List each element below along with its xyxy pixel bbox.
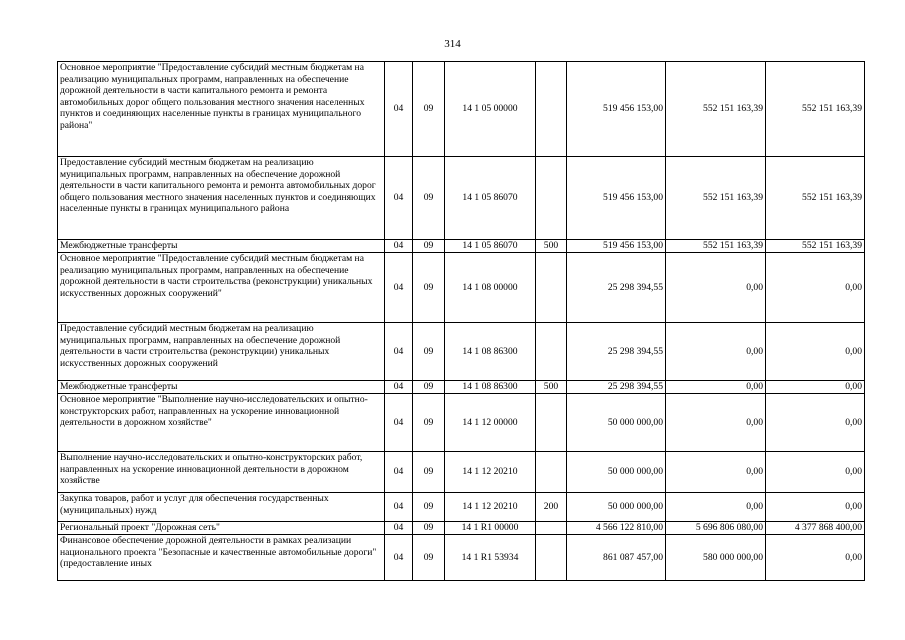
row-rz: 04 bbox=[385, 394, 413, 452]
row-vr: 500 bbox=[536, 240, 567, 253]
row-value-1: 4 566 122 810,00 bbox=[567, 522, 666, 535]
row-vr bbox=[536, 323, 567, 381]
row-value-1: 25 298 394,55 bbox=[567, 381, 666, 394]
row-vr bbox=[536, 253, 567, 323]
row-pr: 09 bbox=[413, 452, 445, 493]
row-name: Основное мероприятие "Предоставление субсидий местным бюджетам на реализацию муниципальных программ, направленных на обеспечение дорожной деятельности в части строительства (реконструкции) уникальных искусственных дорожных сооружений" bbox=[58, 253, 385, 323]
row-vr bbox=[536, 535, 567, 581]
row-csr: 14 1 08 86300 bbox=[445, 323, 536, 381]
row-rz: 04 bbox=[385, 535, 413, 581]
table-row bbox=[58, 394, 865, 452]
row-value-2: 0,00 bbox=[666, 381, 766, 394]
row-value-3: 552 151 163,39 bbox=[766, 157, 865, 240]
row-value-2: 0,00 bbox=[666, 493, 766, 522]
page-number: 314 bbox=[444, 38, 461, 50]
row-csr: 14 1 12 20210 bbox=[445, 493, 536, 522]
row-value-3: 0,00 bbox=[766, 323, 865, 381]
row-rz: 04 bbox=[385, 381, 413, 394]
row-pr: 09 bbox=[413, 535, 445, 581]
row-name: Финансовое обеспечение дорожной деятельности в рамках реализации национального проекта "Безопасные и качественные автомобильные дороги" (предоставление иных bbox=[58, 535, 385, 581]
row-vr bbox=[536, 452, 567, 493]
row-value-3: 552 151 163,39 bbox=[766, 240, 865, 253]
row-value-1: 50 000 000,00 bbox=[567, 452, 666, 493]
row-name: Межбюджетные трансферты bbox=[58, 381, 385, 394]
row-csr: 14 1 12 20210 bbox=[445, 452, 536, 493]
row-rz: 04 bbox=[385, 493, 413, 522]
row-rz: 04 bbox=[385, 452, 413, 493]
row-value-3: 4 377 868 400,00 bbox=[766, 522, 865, 535]
row-value-3: 0,00 bbox=[766, 394, 865, 452]
row-value-1: 519 456 153,00 bbox=[567, 157, 666, 240]
row-csr: 14 1 08 86300 bbox=[445, 381, 536, 394]
row-value-2: 552 151 163,39 bbox=[666, 62, 766, 157]
table-row bbox=[58, 157, 865, 240]
row-value-3: 552 151 163,39 bbox=[766, 62, 865, 157]
row-pr: 09 bbox=[413, 157, 445, 240]
row-pr: 09 bbox=[413, 522, 445, 535]
row-pr: 09 bbox=[413, 493, 445, 522]
row-pr: 09 bbox=[413, 253, 445, 323]
budget-table bbox=[57, 61, 865, 581]
row-value-2: 552 151 163,39 bbox=[666, 157, 766, 240]
row-value-2: 5 696 806 080,00 bbox=[666, 522, 766, 535]
table-row bbox=[58, 323, 865, 381]
row-name: Выполнение научно-исследовательских и опытно-конструкторских работ, направленных на ускорение инновационной деятельности в дорожном хозяйстве bbox=[58, 452, 385, 493]
table-row bbox=[58, 493, 865, 522]
row-rz: 04 bbox=[385, 240, 413, 253]
row-vr: 200 bbox=[536, 493, 567, 522]
row-rz: 04 bbox=[385, 62, 413, 157]
row-vr: 500 bbox=[536, 381, 567, 394]
row-name: Межбюджетные трансферты bbox=[58, 240, 385, 253]
table-row bbox=[58, 381, 865, 394]
row-csr: 14 1 R1 00000 bbox=[445, 522, 536, 535]
row-value-2: 0,00 bbox=[666, 323, 766, 381]
row-rz: 04 bbox=[385, 253, 413, 323]
row-name: Основное мероприятие "Выполнение научно-исследовательских и опытно-конструкторских работ, направленных на ускорение инновационной деятельности в дорожном хозяйстве" bbox=[58, 394, 385, 452]
row-value-3: 0,00 bbox=[766, 493, 865, 522]
row-value-3: 0,00 bbox=[766, 381, 865, 394]
row-vr bbox=[536, 62, 567, 157]
table-row bbox=[58, 240, 865, 253]
row-value-1: 25 298 394,55 bbox=[567, 323, 666, 381]
table-row bbox=[58, 452, 865, 493]
row-vr bbox=[536, 157, 567, 240]
row-value-3: 0,00 bbox=[766, 452, 865, 493]
row-pr: 09 bbox=[413, 323, 445, 381]
row-value-2: 0,00 bbox=[666, 394, 766, 452]
row-vr bbox=[536, 522, 567, 535]
row-vr bbox=[536, 394, 567, 452]
row-name: Предоставление субсидий местным бюджетам на реализацию муниципальных программ, направленных на обеспечение дорожной деятельности в части строительства (реконструкции) уникальных искусственных дорожных сооружений bbox=[58, 323, 385, 381]
row-rz: 04 bbox=[385, 157, 413, 240]
row-value-2: 580 000 000,00 bbox=[666, 535, 766, 581]
row-pr: 09 bbox=[413, 394, 445, 452]
table-row bbox=[58, 535, 865, 581]
table-row bbox=[58, 62, 865, 157]
row-value-3: 0,00 bbox=[766, 535, 865, 581]
row-csr: 14 1 12 00000 bbox=[445, 394, 536, 452]
row-value-3: 0,00 bbox=[766, 253, 865, 323]
row-value-1: 519 456 153,00 bbox=[567, 62, 666, 157]
row-value-1: 861 087 457,00 bbox=[567, 535, 666, 581]
row-rz: 04 bbox=[385, 323, 413, 381]
row-value-2: 0,00 bbox=[666, 253, 766, 323]
row-value-1: 519 456 153,00 bbox=[567, 240, 666, 253]
table-row bbox=[58, 253, 865, 323]
row-value-1: 50 000 000,00 bbox=[567, 493, 666, 522]
row-value-2: 552 151 163,39 bbox=[666, 240, 766, 253]
row-pr: 09 bbox=[413, 381, 445, 394]
row-rz: 04 bbox=[385, 522, 413, 535]
row-value-1: 50 000 000,00 bbox=[567, 394, 666, 452]
row-value-2: 0,00 bbox=[666, 452, 766, 493]
row-pr: 09 bbox=[413, 240, 445, 253]
row-name: Региональный проект "Дорожная сеть" bbox=[58, 522, 385, 535]
row-csr: 14 1 05 86070 bbox=[445, 157, 536, 240]
table-row bbox=[58, 522, 865, 535]
row-csr: 14 1 05 00000 bbox=[445, 62, 536, 157]
row-name: Основное мероприятие "Предоставление субсидий местным бюджетам на реализацию муниципальных программ, направленных на обеспечение дорожной деятельности в части капитального ремонта и ремонта автомобильных дорог общего пользования местного значения населенных пунктов и соединяющих населенные пункты в границах муниципального района" bbox=[58, 62, 385, 157]
row-name: Предоставление субсидий местным бюджетам на реализацию муниципальных программ, направленных на обеспечение дорожной деятельности в части капитального ремонта и ремонта автомобильных дорог общего пользования местного значения населенных пунктов и соединяющих населенные пункты в границах муниципального района bbox=[58, 157, 385, 240]
row-csr: 14 1 R1 53934 bbox=[445, 535, 536, 581]
row-pr: 09 bbox=[413, 62, 445, 157]
row-csr: 14 1 08 00000 bbox=[445, 253, 536, 323]
row-name: Закупка товаров, работ и услуг для обеспечения государственных (муниципальных) нужд bbox=[58, 493, 385, 522]
row-csr: 14 1 05 86070 bbox=[445, 240, 536, 253]
row-value-1: 25 298 394,55 bbox=[567, 253, 666, 323]
